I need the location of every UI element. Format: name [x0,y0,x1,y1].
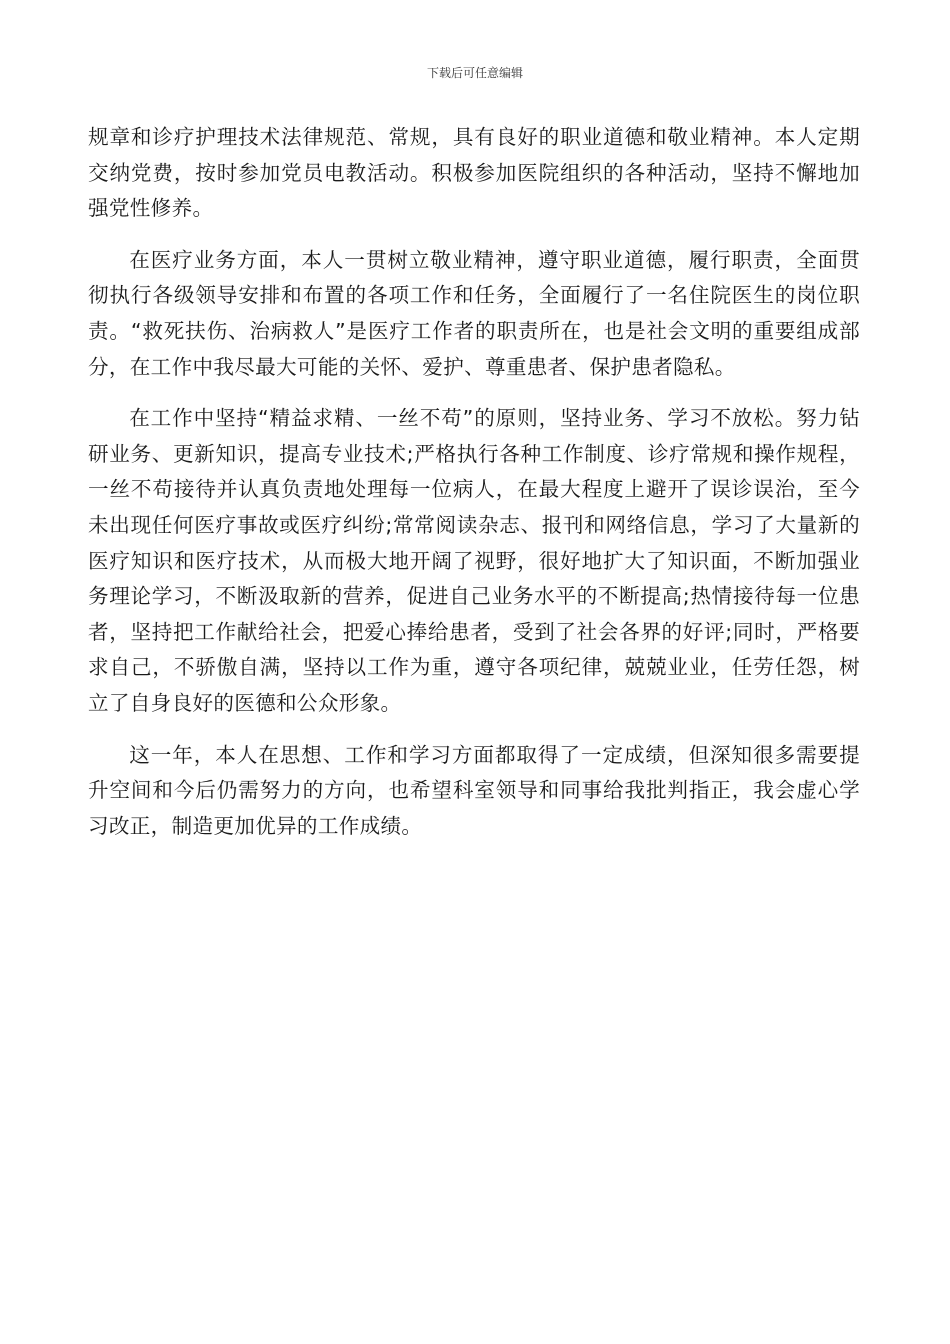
paragraph-summary: 这一年，本人在思想、工作和学习方面都取得了一定成绩，但深知很多需要提升空间和今后仍需努力的方向，也希望科室领导和同事给我批判指正，我会虚心学习改正，制造更加优异的工作成绩。 [88,742,860,838]
header-note: 下载后可任意编辑 [426,66,523,80]
paragraph-professional-study: 在工作中坚持“精益求精、一丝不苟”的原则，坚持业务、学习不放松。努力钻研业务、更新知识，提高专业技术;严格执行各种工作制度、诊疗常规和操作规程，一丝不苟接待并认真负责地处理每一位病人，在最大程度上避开了误诊误治，至今未出现任何医疗事故或医疗纠纷;常常阅读杂志、报刊和网络信息，学习了大量新的医疗知识和医疗技术，从而极大地开阔了视野，很好地扩大了知识面，不断加强业务理论学习，不断汲取新的营养，促进自己业务水平的不断提高;热情接待每一位患者，坚持把工作献给社会，把爱心捧给患者，受到了社会各界的好评;同时，严格要求自己，不骄傲自满，坚持以工作为重，遵守各项纪律，兢兢业业，任劳任怨，树立了自身良好的医德和公众形象。 [88,406,860,715]
paragraph-continuation: 规章和诊疗护理技术法律规范、常规，具有良好的职业道德和敬业精神。本人定期交纳党费，按时参加党员电教活动。积极参加医院组织的各种活动，坚持不懈地加强党性修养。 [88,125,860,221]
paragraph-medical-work: 在医疗业务方面，本人一贯树立敬业精神，遵守职业道德，履行职责，全面贯彻执行各级领导安排和布置的各项工作和任务，全面履行了一名住院医生的岗位职责。“救死扶伤、治病救人”是医疗工作者的职责所在，也是社会文明的重要组成部分，在工作中我尽最大可能的关怀、爱护、尊重患者、保护患者隐私。 [88,247,860,379]
document-body [88,120,860,844]
